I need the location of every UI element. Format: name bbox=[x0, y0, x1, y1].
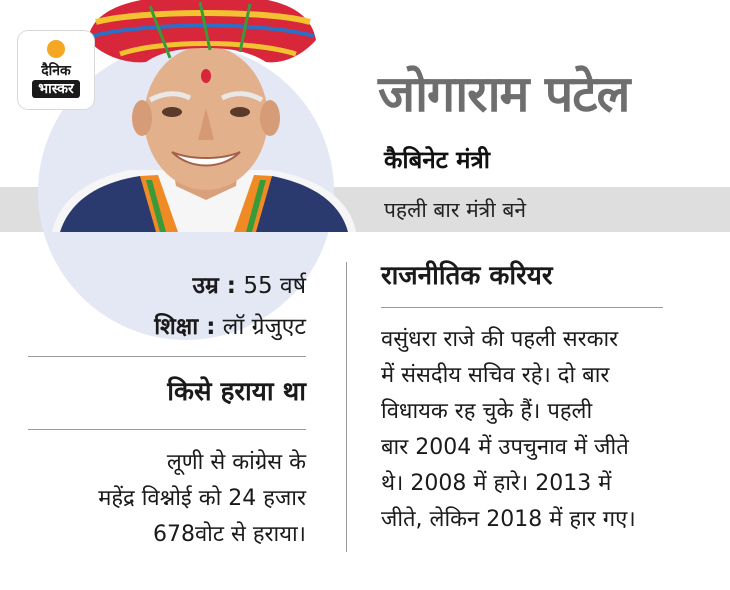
text-line: जीते, लेकिन 2018 में हार गए। bbox=[381, 507, 636, 532]
defeated-paragraph bbox=[98, 445, 306, 553]
text-line: थे। 2008 में हारे। 2013 में bbox=[381, 471, 612, 496]
divider bbox=[28, 356, 306, 357]
dainik-bhaskar-logo bbox=[18, 31, 94, 109]
text-line: वसुंधरा राजे की पहली सरकार bbox=[381, 327, 619, 352]
career-paragraph bbox=[381, 322, 636, 538]
education-value: लॉ ग्रेजुएट bbox=[222, 314, 306, 340]
profile-subtitle: पहली बार मंत्री बने bbox=[384, 198, 527, 222]
text-line: 678वोट से हराया। bbox=[152, 522, 306, 547]
sun-icon bbox=[47, 40, 65, 58]
text-line: में संसदीय सचिव रहे। दो बार bbox=[381, 363, 610, 388]
divider bbox=[381, 307, 663, 308]
logo-text-bottom: भास्कर bbox=[18, 79, 94, 98]
career-heading: राजनीतिक करियर bbox=[381, 261, 553, 291]
profile-role: कैबिनेट मंत्री bbox=[384, 146, 490, 174]
text-line: लूणी से कांग्रेस के bbox=[166, 450, 306, 475]
text-line: महेंद्र विश्नोई को 24 हजार bbox=[98, 486, 306, 511]
age-value: 55 वर्ष bbox=[243, 273, 306, 299]
text-line: विधायक रह चुके हैं। पहली bbox=[381, 399, 593, 424]
age-row bbox=[192, 268, 306, 300]
divider bbox=[28, 429, 306, 430]
age-label: उम्र : bbox=[192, 273, 237, 299]
profile-name: जोगाराम पटेल bbox=[378, 65, 630, 123]
defeated-heading: किसे हराया था bbox=[167, 377, 306, 407]
education-label: शिक्षा : bbox=[154, 314, 216, 340]
column-divider bbox=[346, 262, 347, 552]
education-row bbox=[154, 309, 306, 341]
logo-text-top: दैनिक bbox=[41, 63, 71, 79]
text-line: बार 2004 में उपचुनाव में जीते bbox=[381, 435, 629, 460]
